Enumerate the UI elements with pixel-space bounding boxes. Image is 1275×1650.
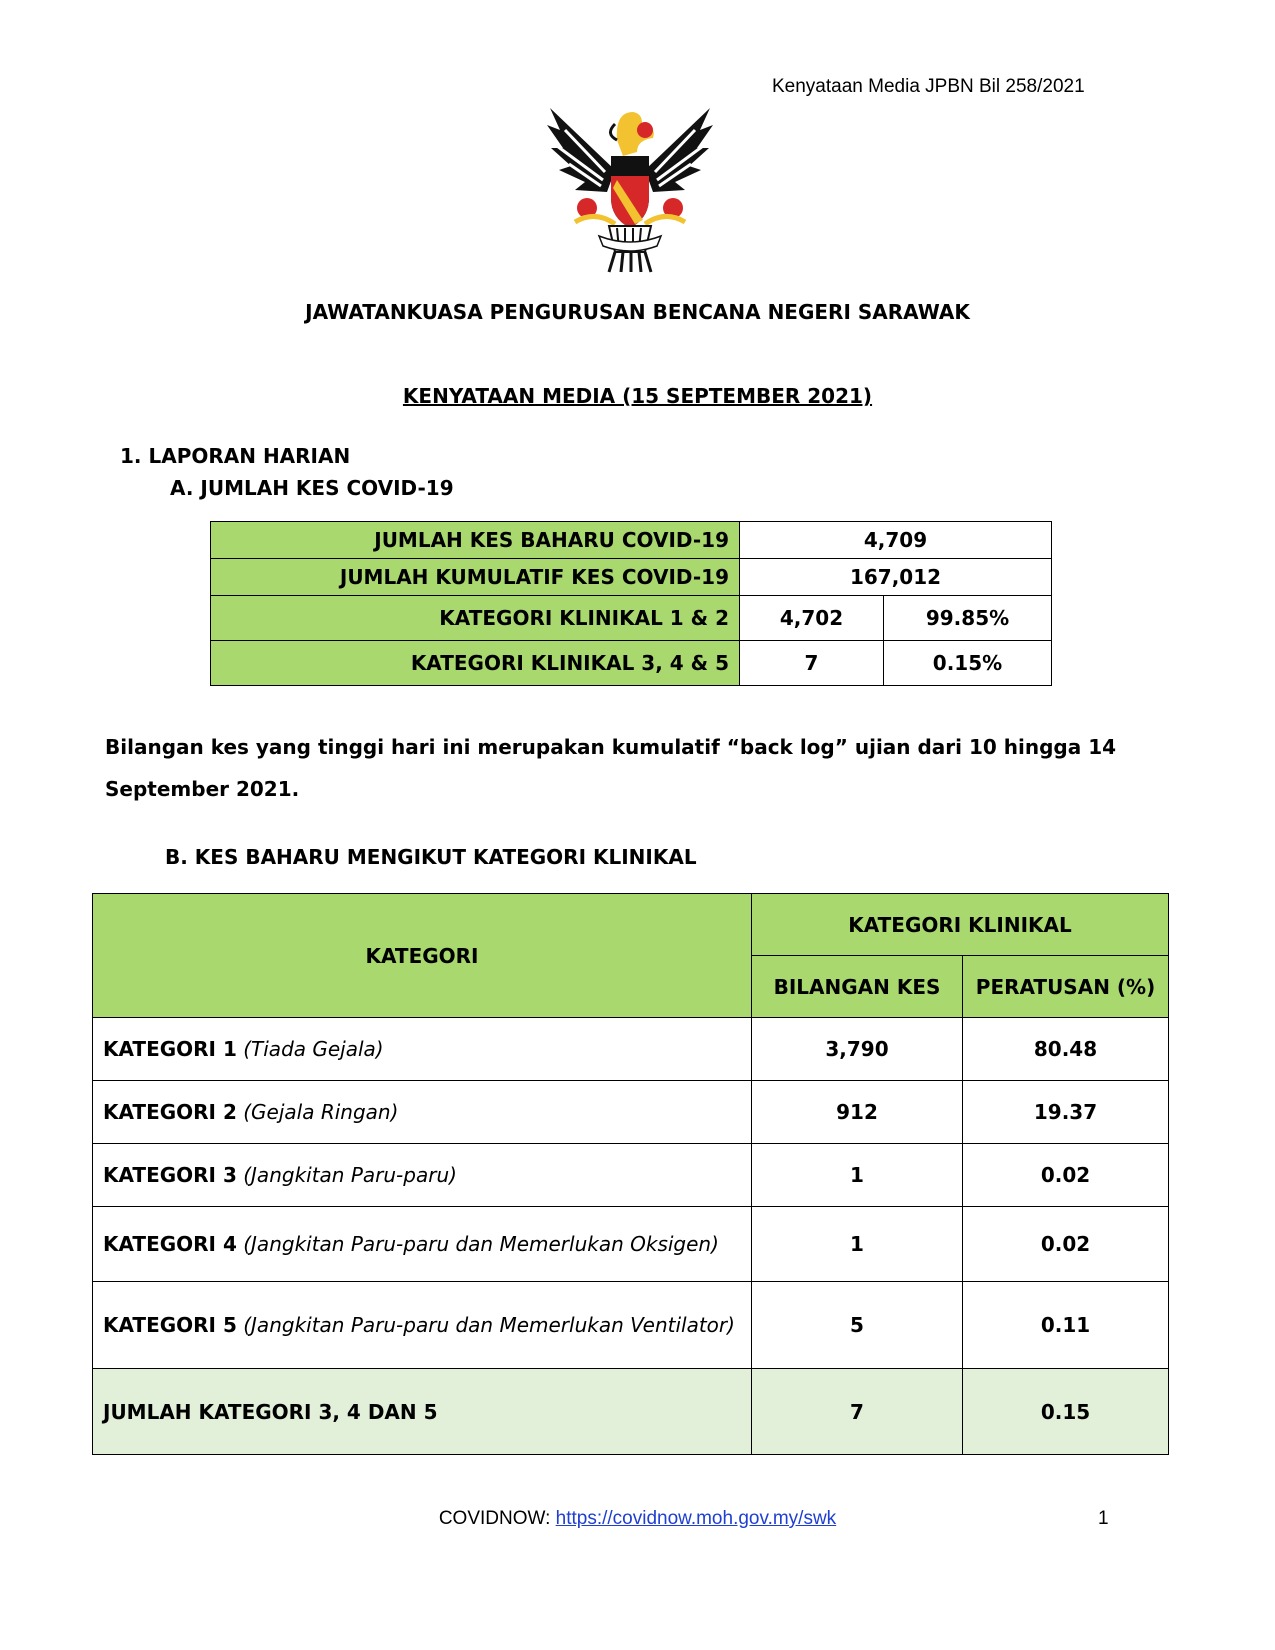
- category-name: [93, 1144, 752, 1207]
- header-peratusan: PERATUSAN (%): [963, 956, 1169, 1018]
- case-count: 1: [752, 1144, 963, 1207]
- category-name: [93, 1282, 752, 1369]
- summary-label: JUMLAH KUMULATIF KES COVID-19: [211, 559, 740, 596]
- case-percent: 0.11: [963, 1282, 1169, 1369]
- summary-table: [210, 521, 1052, 686]
- table-row: [211, 559, 1052, 596]
- table-row: [93, 1081, 1169, 1144]
- footer-label: COVIDNOW:: [438, 1508, 556, 1529]
- table-row: [93, 1018, 1169, 1081]
- category-name: [93, 1018, 752, 1081]
- category-description: (Jangkitan Paru-paru dan Memerlukan Ventilator): [243, 1313, 735, 1337]
- category-description: (Jangkitan Paru-paru): [243, 1163, 457, 1187]
- total-count: 7: [752, 1369, 963, 1455]
- header-kategori-klinikal: KATEGORI KLINIKAL: [752, 894, 1169, 956]
- covidnow-link[interactable]: https://covidnow.moh.gov.my/swk: [555, 1508, 837, 1529]
- category-label: KATEGORI 3: [103, 1163, 237, 1187]
- backlog-note: Bilangan kes yang tinggi hari ini merupakan kumulatif “back log” ujian dari 10 hingga 14 September 2021.: [105, 735, 1117, 801]
- case-count: 3,790: [752, 1018, 963, 1081]
- category-name: [93, 1207, 752, 1282]
- category-label: KATEGORI 4: [103, 1232, 237, 1256]
- organisation-title: JAWATANKUASA PENGURUSAN BENCANA NEGERI SARAWAK: [305, 300, 970, 324]
- table-header-row: [93, 894, 1169, 956]
- table-row: [93, 1207, 1169, 1282]
- statement-title: KENYATAAN MEDIA (15 SEPTEMBER 2021): [402, 384, 873, 408]
- summary-count: 7: [740, 641, 884, 686]
- case-percent: 80.48: [963, 1018, 1169, 1081]
- subsection-heading-b: B. KES BAHARU MENGIKUT KATEGORI KLINIKAL: [165, 845, 697, 869]
- table-row: [211, 596, 1052, 641]
- summary-percent: 99.85%: [884, 596, 1052, 641]
- case-percent: 0.02: [963, 1207, 1169, 1282]
- case-percent: 0.02: [963, 1144, 1169, 1207]
- summary-label: JUMLAH KES BAHARU COVID-19: [211, 522, 740, 559]
- category-label: KATEGORI 1: [103, 1037, 237, 1061]
- header-kategori: KATEGORI: [93, 894, 752, 1018]
- total-label: JUMLAH KATEGORI 3, 4 DAN 5: [93, 1369, 752, 1455]
- header-bilangan-kes: BILANGAN KES: [752, 956, 963, 1018]
- summary-value: 167,012: [740, 559, 1052, 596]
- sarawak-coat-of-arms-icon: [545, 100, 715, 275]
- category-description: (Tiada Gejala): [243, 1037, 384, 1061]
- table-row: [211, 641, 1052, 686]
- case-percent: 19.37: [963, 1081, 1169, 1144]
- summary-value: 4,709: [740, 522, 1052, 559]
- summary-label: KATEGORI KLINIKAL 3, 4 & 5: [211, 641, 740, 686]
- summary-count: 4,702: [740, 596, 884, 641]
- category-name: [93, 1081, 752, 1144]
- table-row: [93, 1144, 1169, 1207]
- statement-reference: Kenyataan Media JPBN Bil 258/2021: [772, 76, 1085, 97]
- page-number: 1: [1098, 1508, 1109, 1529]
- summary-percent: 0.15%: [884, 641, 1052, 686]
- case-count: 912: [752, 1081, 963, 1144]
- total-percent: 0.15: [963, 1369, 1169, 1455]
- table-row: [211, 522, 1052, 559]
- case-count: 5: [752, 1282, 963, 1369]
- case-count: 1: [752, 1207, 963, 1282]
- category-label: KATEGORI 2: [103, 1100, 237, 1124]
- summary-label: KATEGORI KLINIKAL 1 & 2: [211, 596, 740, 641]
- footer: [0, 1508, 1275, 1530]
- clinical-category-table: [92, 893, 1169, 1455]
- table-row: [93, 1282, 1169, 1369]
- section-heading-laporan: 1. LAPORAN HARIAN: [120, 444, 351, 468]
- category-description: (Jangkitan Paru-paru dan Memerlukan Oksigen): [243, 1232, 719, 1256]
- total-row: [93, 1369, 1169, 1455]
- subsection-heading-a: A. JUMLAH KES COVID-19: [170, 476, 454, 500]
- category-label: KATEGORI 5: [103, 1313, 237, 1337]
- category-description: (Gejala Ringan): [243, 1100, 399, 1124]
